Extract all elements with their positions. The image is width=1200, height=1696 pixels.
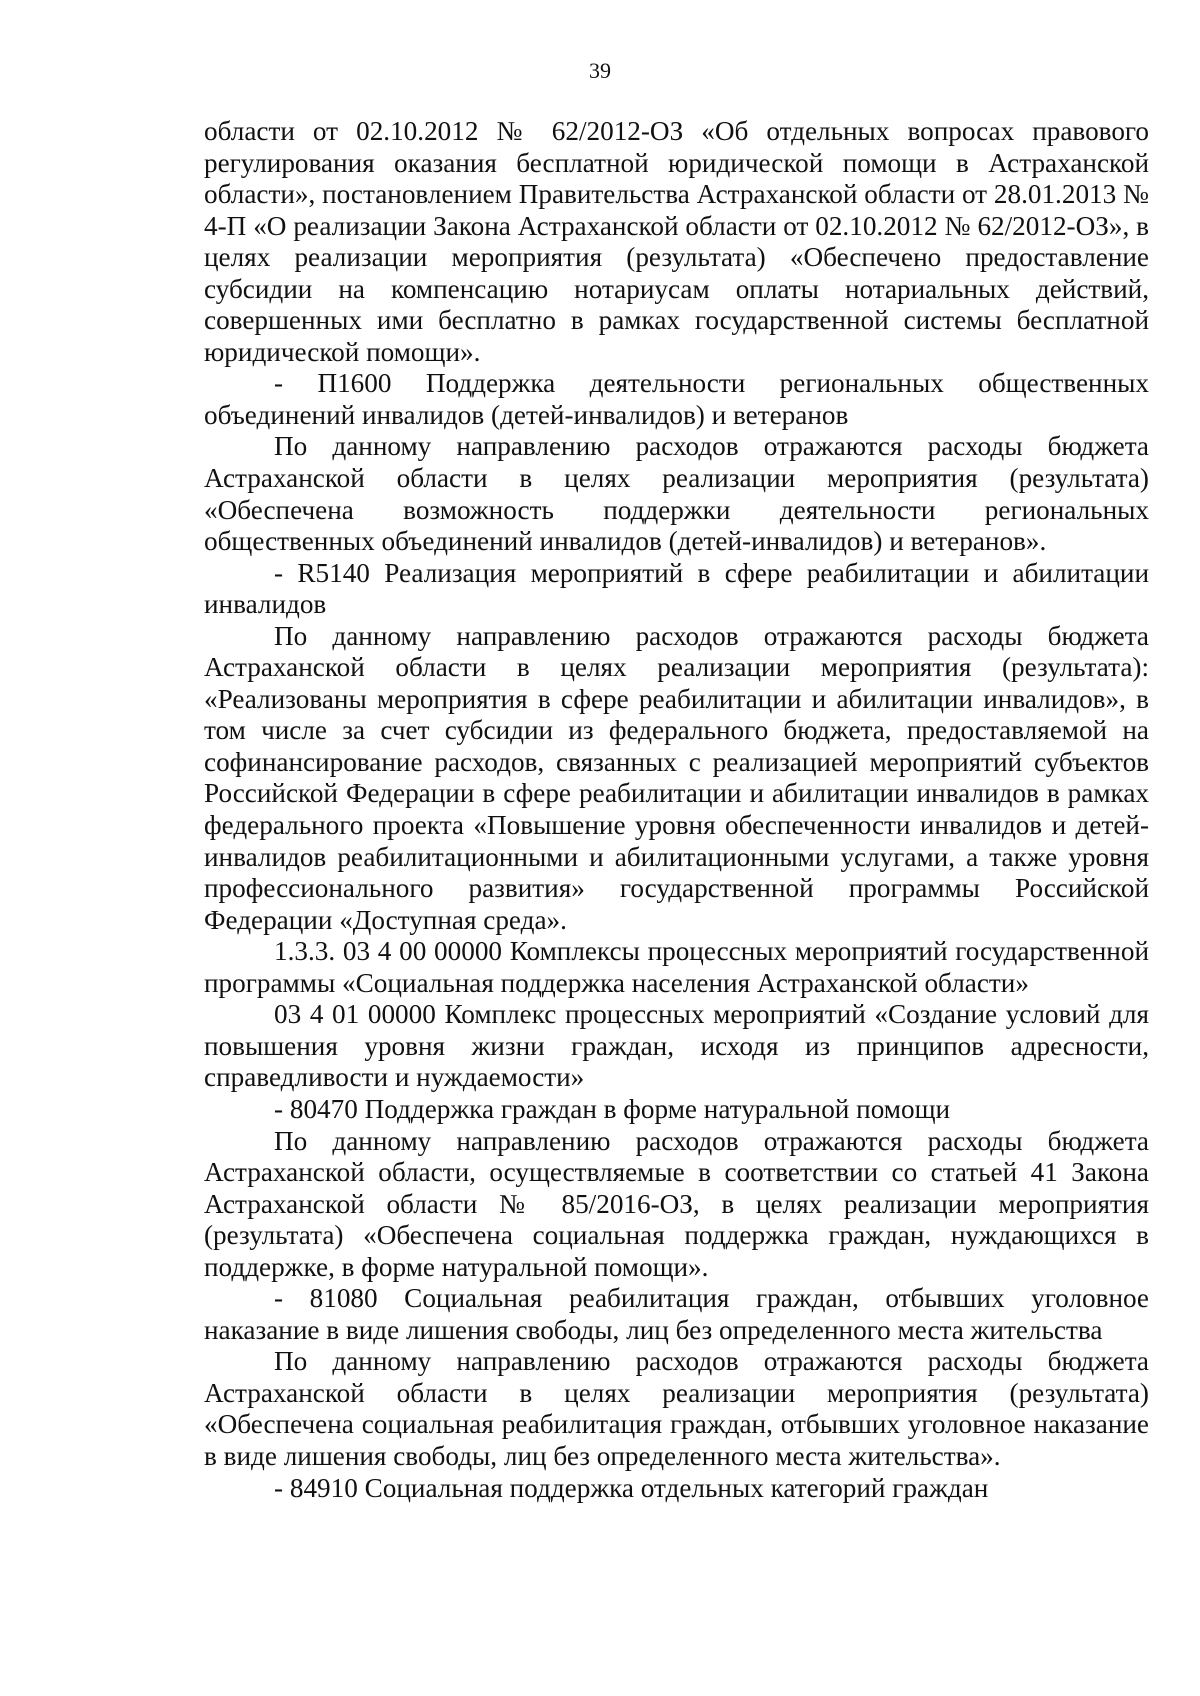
paragraph-81080-description: По данному направлению расходов отражаются расходы бюджета Астраханской области в целях реализации мероприятия (результата) «Обеспечена социальная реабилитация граждан, отбывших уголовное наказание в виде лишения свободы, лиц без определенного места жительства». — [204, 1346, 1149, 1471]
paragraph-r5140-description: По данному направлению расходов отражаются расходы бюджета Астраханской области в целях реализации мероприятия (результата): «Реализованы мероприятия в сфере реабилитации и абилитации инвалидов», в том числе за счет субсидии из федерального бюджета, предоставляемой на софинансирование расходов, связанных с реализацией мероприятий субъектов Российской Федерации в сфере реабилитации и абилитации инвалидов в рамках федерального проекта «Повышение уровня обеспеченности инвалидов и детей-инвалидов реабилитационными и абилитационными услугами, а также уровня профессионального развития» государственной программы Российской Федерации «Доступная среда». — [204, 620, 1149, 935]
heading-p1600-veterans-support: - П1600 Поддержка деятельности региональных общественных объединений инвалидов (детей-инвалидов) и ветеранов — [204, 368, 1149, 430]
heading-r5140-rehabilitation: - R5140 Реализация мероприятий в сфере реабилитации и абилитации инвалидов — [204, 557, 1149, 620]
section-1-3-3-process-complexes: 1.3.3. 03 4 00 00000 Комплексы процессных мероприятий государственной программы «Социальная поддержка населения Астраханской области» — [204, 936, 1149, 998]
page-number: 39 — [589, 58, 611, 83]
paragraph-80470-description: По данному направлению расходов отражаются расходы бюджета Астраханской области, осуществляемые в соответствии со статьей 41 Закона Астраханской области № 85/2016-ОЗ, в целях реализации мероприятия (результата) «Обеспечена социальная поддержка граждан, нуждающихся в поддержке, в форме натуральной помощи». — [204, 1125, 1149, 1282]
heading-81080-social-rehabilitation: - 81080 Социальная реабилитация граждан, отбывших уголовное наказание в виде лишения свободы, лиц без определенного места жительства — [204, 1283, 1149, 1345]
section-03-4-01-complex: 03 4 01 00000 Комплекс процессных мероприятий «Создание условий для повышения уровня жизни граждан, исходя из принципов адресности, справедливости и нуждаемости» — [204, 999, 1149, 1093]
paragraph-law-reference-continuation: области от 02.10.2012 № 62/2012-ОЗ «Об отдельных вопросах правового регулирования оказания бесплатной юридической помощи в Астраханской области», постановлением Правительства Астраханской области от 28.01.2013 № 4-П «О реализации Закона Астраханской области от 02.10.2012 № 62/2012-ОЗ», в целях реализации мероприятия (результата) «Обеспечено предоставление субсидии на компенсацию нотариусам оплаты нотариальных действий, совершенных ими бесплатно в рамках государственной системы бесплатной юридической помощи». — [204, 116, 1149, 367]
document-body — [204, 116, 1149, 1504]
paragraph-p1600-description: По данному направлению расходов отражаются расходы бюджета Астраханской области в целях реализации мероприятия (результата) «Обеспечена возможность поддержки деятельности региональных общественных объединений инвалидов (детей-инвалидов) и ветеранов». — [204, 431, 1149, 557]
heading-84910-social-support: - 84910 Социальная поддержка отдельных категорий граждан — [274, 1472, 989, 1503]
heading-80470-natural-aid: - 80470 Поддержка граждан в форме натуральной помощи — [274, 1093, 951, 1124]
